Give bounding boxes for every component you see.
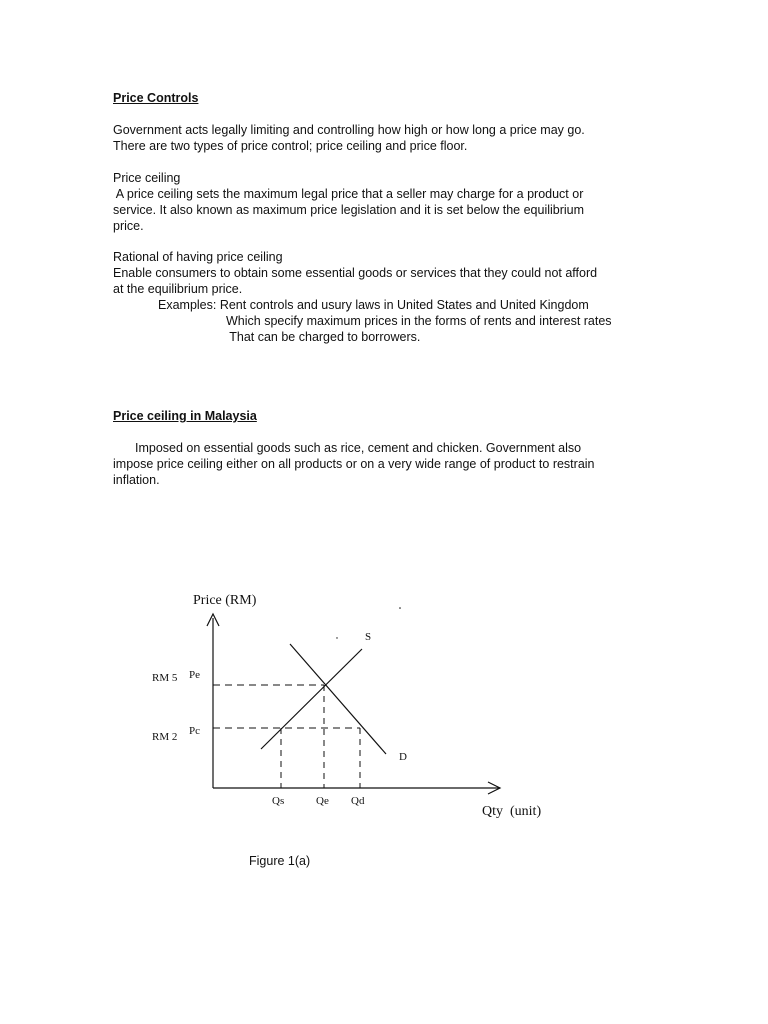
malaysia-para-line-2: impose price ceiling either on all products or on a very wide range of product to restrain	[113, 457, 595, 471]
demand-curve	[290, 644, 386, 754]
supply-label: S	[365, 631, 372, 643]
demand-label: D	[399, 751, 407, 763]
qty-supplied-label: Qs	[272, 795, 285, 807]
rational-line-2: at the equilibrium price.	[113, 282, 243, 296]
examples-line-3: That can be charged to borrowers.	[226, 330, 421, 344]
speck-mark	[399, 607, 401, 609]
definition-line-1: A price ceiling sets the maximum legal price that a seller may charge for a product or	[113, 187, 584, 201]
examples-line-2: Which specify maximum prices in the forms of rents and interest rates	[226, 314, 612, 328]
figure-caption: Figure 1(a)	[249, 854, 311, 868]
rational-line-1: Enable consumers to obtain some essential goods or services that they could not afford	[113, 266, 598, 280]
x-axis-label: Qty (unit)	[482, 804, 542, 819]
qty-equilibrium-label: Qe	[316, 795, 329, 807]
price-low-label: RM 2	[152, 731, 178, 743]
malaysia-para-line-3: inflation.	[113, 473, 160, 487]
intro-line-2: There are two types of price control; price ceiling and price floor.	[113, 139, 468, 153]
speck-mark	[336, 637, 337, 638]
heading-price-ceiling-malaysia: Price ceiling in Malaysia	[113, 409, 257, 423]
definition-line-3: price.	[113, 219, 144, 233]
price-low-symbol: Pc	[189, 725, 200, 737]
qty-demanded-label: Qd	[351, 795, 365, 807]
examples-line-1: Examples: Rent controls and usury laws in United States and United Kingdom	[158, 298, 589, 312]
subheading-price-ceiling: Price ceiling	[113, 171, 181, 185]
supply-curve	[261, 649, 362, 749]
price-high-label: RM 5	[152, 672, 178, 684]
definition-line-2: service. It also known as maximum price legislation and it is set below the equilibrium	[113, 203, 585, 217]
y-axis-label: Price (RM)	[193, 593, 257, 608]
subheading-rational: Rational of having price ceiling	[113, 250, 283, 264]
malaysia-para-line-1: Imposed on essential goods such as rice, cement and chicken. Government also	[135, 441, 582, 455]
intro-line-1: Government acts legally limiting and controlling how high or how long a price may go.	[113, 123, 585, 137]
heading-price-controls: Price Controls	[113, 91, 199, 105]
price-high-symbol: Pe	[189, 669, 200, 681]
